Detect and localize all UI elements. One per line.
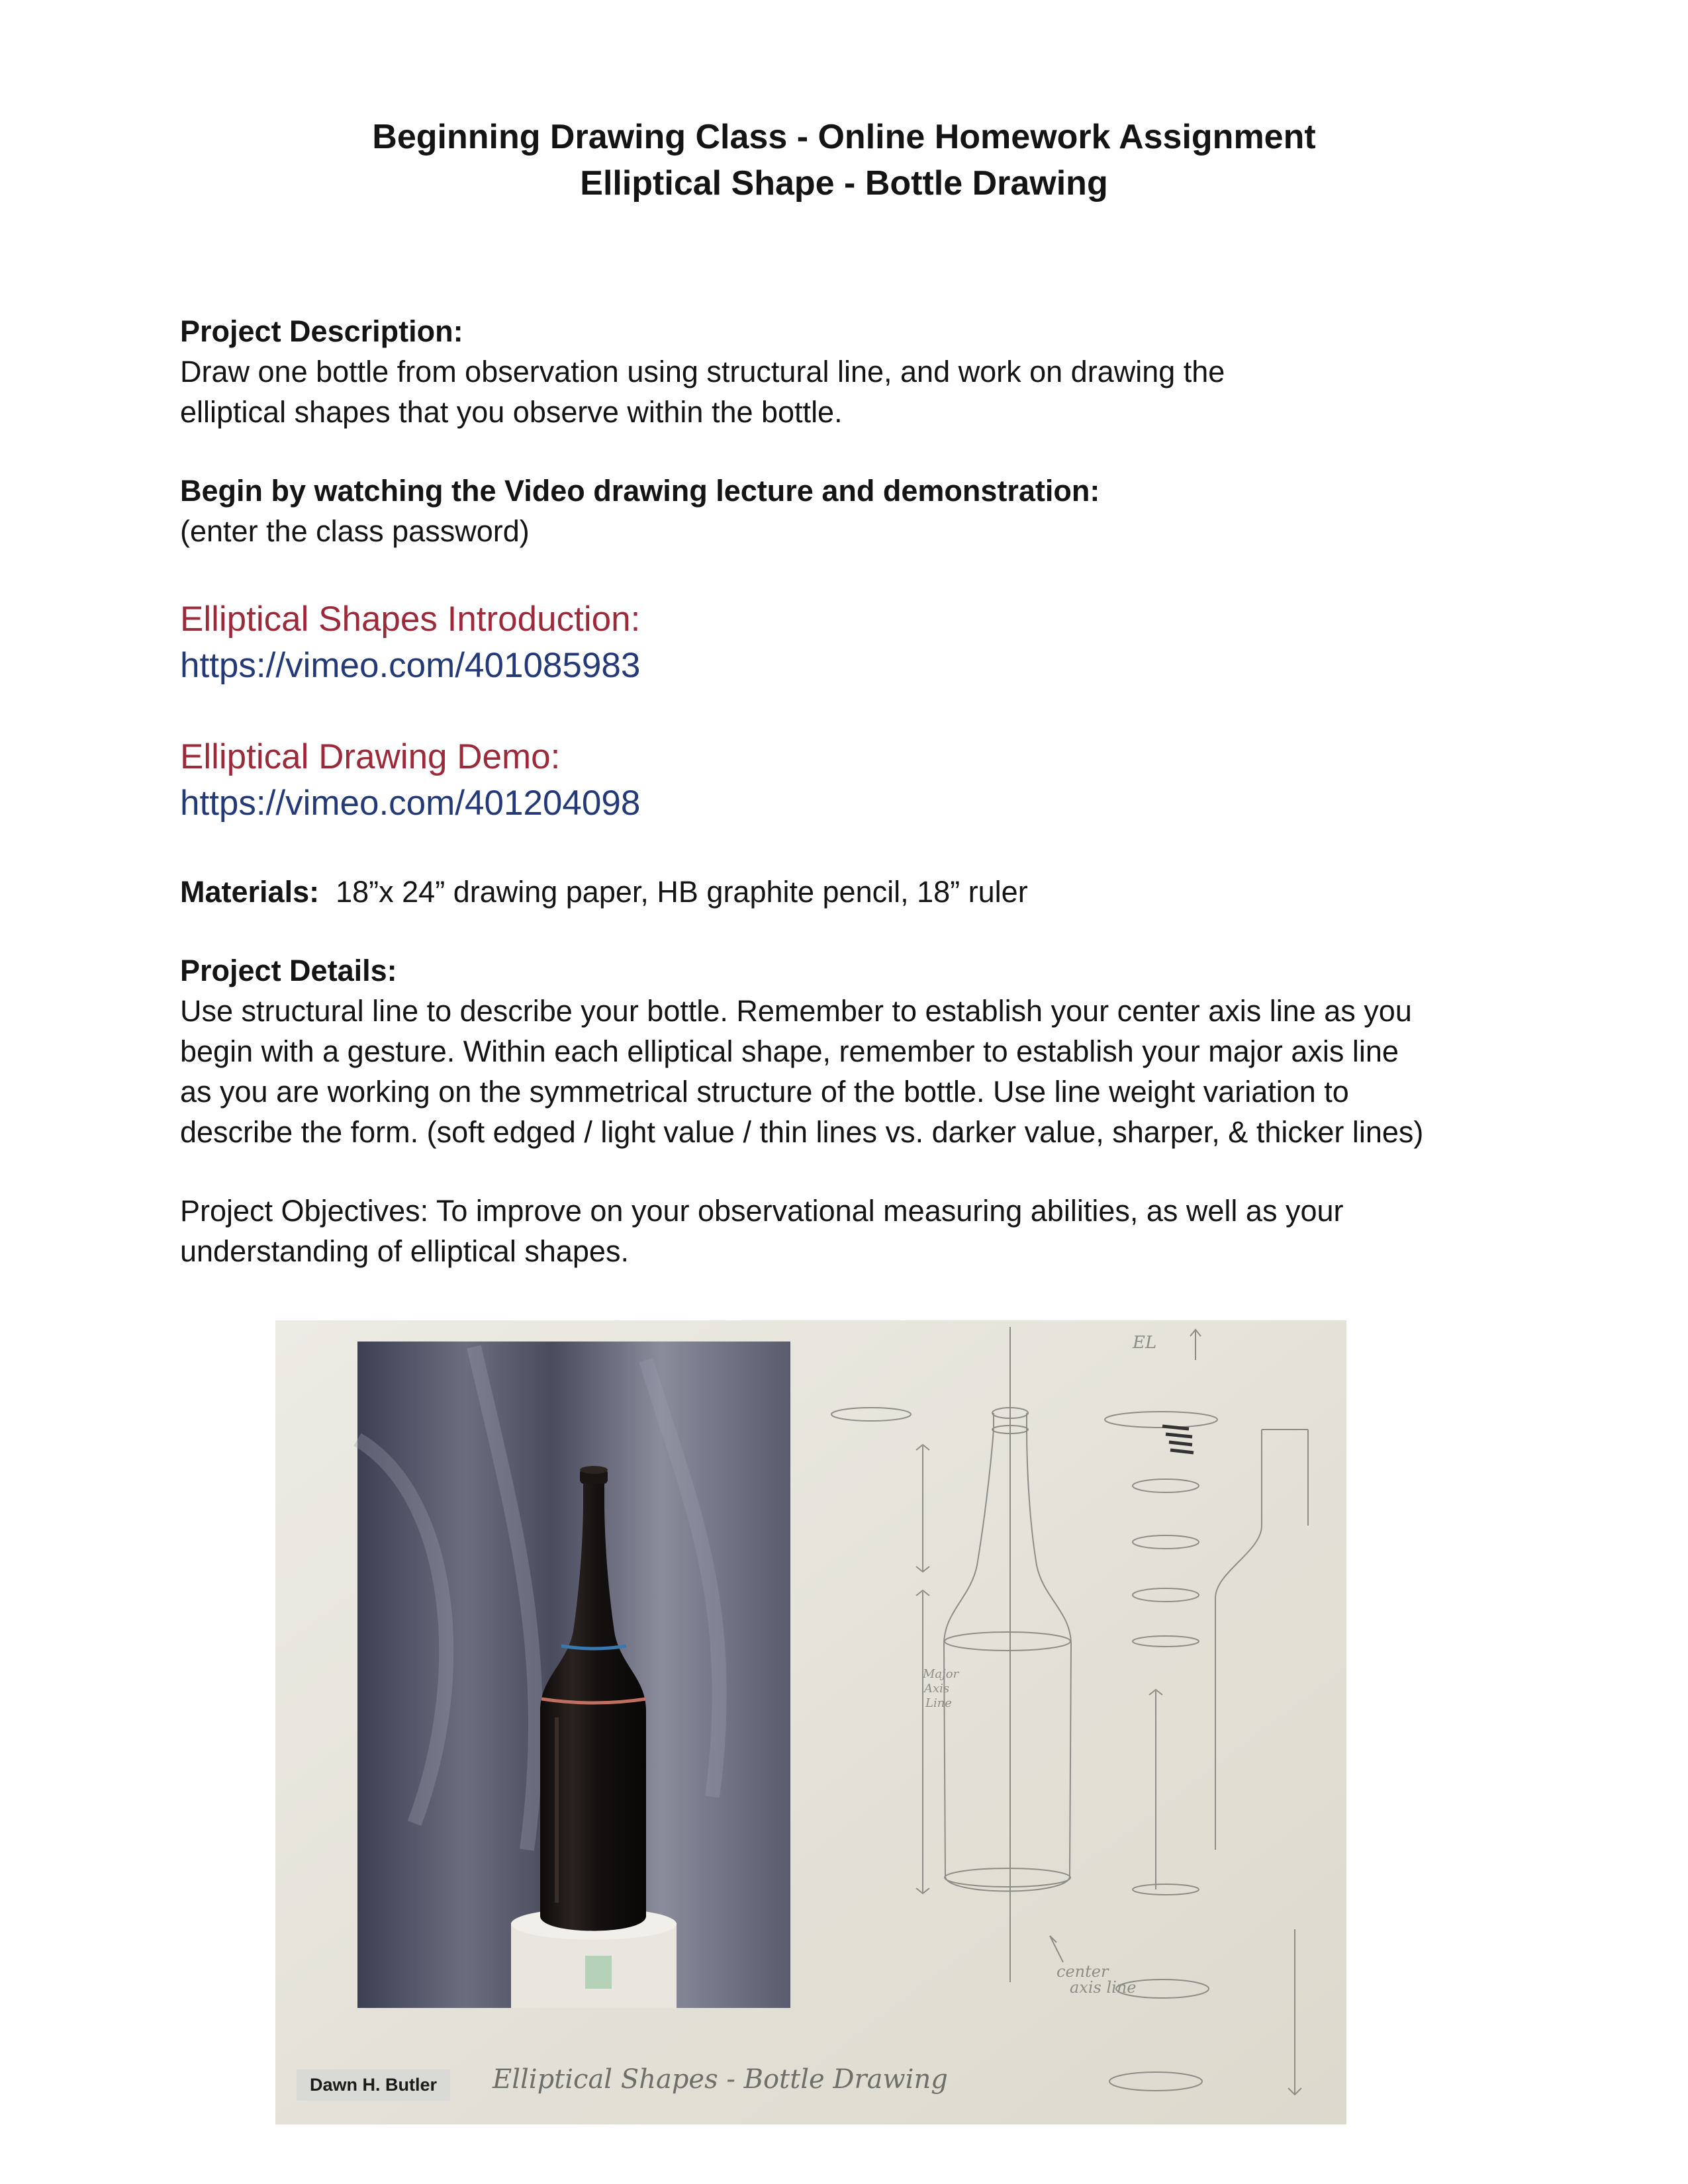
video-password-note: (enter the class password) <box>180 514 530 548</box>
demo-video-label: Elliptical Drawing Demo: <box>180 737 561 776</box>
major-axis-label-1: Major <box>923 1667 959 1681</box>
page-title: Beginning Drawing Class - Online Homework Assignment <box>372 118 1316 156</box>
reference-photo <box>357 1342 790 2008</box>
page-subtitle: Elliptical Shape - Bottle Drawing <box>580 164 1108 203</box>
intro-video-link[interactable]: https://vimeo.com/401085983 <box>180 646 641 685</box>
project-description-heading: Project Description: <box>180 314 463 348</box>
assignment-content <box>180 311 1530 1271</box>
materials-heading: Materials: <box>180 875 320 909</box>
example-drawing-image <box>275 1320 1346 2124</box>
demo-video-link[interactable]: https://vimeo.com/401204098 <box>180 784 641 823</box>
project-objectives-line-2: understanding of elliptical shapes. <box>180 1234 629 1268</box>
materials-line <box>180 872 1530 912</box>
page-title-block <box>0 114 1688 206</box>
video-instruction-heading: Begin by watching the Video drawing lecture and demonstration: <box>180 474 1100 508</box>
artist-credit-label: Dawn H. Butler <box>297 2070 450 2101</box>
intro-video-label: Elliptical Shapes Introduction: <box>180 600 641 639</box>
major-axis-label-3: Line <box>925 1696 952 1710</box>
project-details-line-3: as you are working on the symmetrical structure of the bottle. Use line weight variation to <box>180 1075 1349 1109</box>
major-axis-label-2: Axis <box>924 1682 950 1696</box>
drawing-caption: Elliptical Shapes - Bottle Drawing <box>492 2064 948 2095</box>
project-details-line-4: describe the form. (soft edged / light value / thin lines vs. darker value, sharper, & thicker lines) <box>180 1115 1424 1149</box>
eye-level-label: EL <box>1133 1333 1157 1353</box>
project-details-heading: Project Details: <box>180 954 397 987</box>
center-axis-label-2: axis line <box>1070 1978 1137 1997</box>
project-description-line-2: elliptical shapes that you observe within the bottle. <box>180 395 843 429</box>
materials-text: 18”x 24” drawing paper, HB graphite pencil, 18” ruler <box>336 875 1028 909</box>
project-details-line-2: begin with a gesture. Within each elliptical shape, remember to establish your major axis line <box>180 1034 1399 1068</box>
project-description-line-1: Draw one bottle from observation using structural line, and work on drawing the <box>180 355 1225 388</box>
project-details-line-1: Use structural line to describe your bottle. Remember to establish your center axis line as you <box>180 994 1412 1028</box>
project-objectives-line-1: Project Objectives: To improve on your observational measuring abilities, as well as your <box>180 1194 1344 1228</box>
center-axis-label-1: center <box>1056 1962 1109 1981</box>
